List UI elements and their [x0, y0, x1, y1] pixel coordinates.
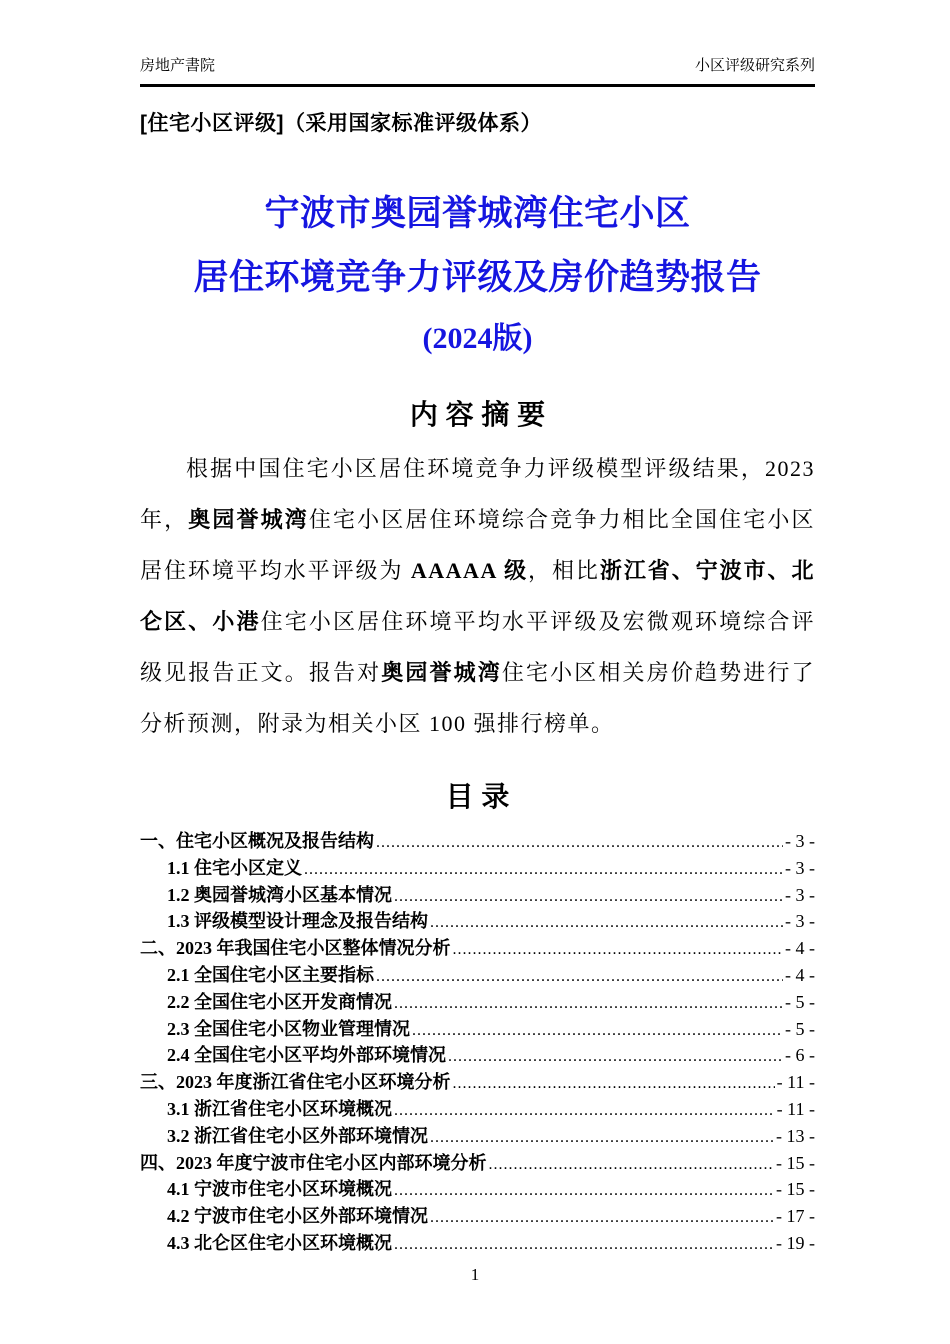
toc-item-label: 1.2 奥园誉城湾小区基本情况: [167, 884, 392, 905]
toc-item-page: - 11 -: [776, 1098, 815, 1119]
toc-item-page: - 15 -: [776, 1152, 815, 1173]
toc-item: [140, 883, 815, 910]
toc-leader-dots: [376, 830, 783, 856]
toc-item-label: 2.3 全国住宅小区物业管理情况: [167, 1018, 410, 1039]
toc-item-label: 4.2 宁波市住宅小区外部环境情况: [167, 1206, 428, 1227]
toc-item-page: - 3 -: [785, 831, 815, 851]
toc-item: [140, 1017, 815, 1044]
summary-segment: 住宅小区居住环境综合竞争力相比全国住宅小区居住环境平均水平评级为: [140, 507, 815, 583]
toc-item-page: - 17 -: [776, 1206, 815, 1227]
toc-item-page: - 5 -: [785, 991, 815, 1012]
report-title-line2: 居住环境竞争力评级及房价趋势报告: [193, 258, 762, 297]
toc-item-label: 1.3 评级模型设计理念及报告结构: [167, 911, 428, 932]
summary-segment: 根据中国住宅小区居住环境竞争力评级模型评级结果，2023 年，: [140, 456, 815, 532]
summary-segment-bold: 奥园誉城湾: [188, 507, 309, 532]
toc-leader-dots: [430, 1125, 774, 1151]
toc-leader-dots: [412, 1018, 783, 1044]
toc-item: [140, 1043, 815, 1070]
toc-item-label: 一、住宅小区概况及报告结构: [140, 831, 374, 851]
toc-item: [140, 1070, 815, 1097]
toc-item: [140, 1177, 815, 1204]
summary-segment-bold: AAAAA 级: [410, 558, 529, 583]
toc-leader-dots: [394, 991, 783, 1017]
toc-item-page: - 13 -: [776, 1125, 815, 1146]
rating-system-subtitle: [住宅小区评级]（采用国家标准评级体系）: [140, 112, 542, 135]
toc-item-page: - 5 -: [785, 1018, 815, 1039]
summary-segment: 住宅小区居住环境平均水平评级及宏微观环境综合评级见报告正文。报告对: [140, 609, 815, 685]
toc-item-label: 3.2 浙江省住宅小区外部环境情况: [167, 1125, 428, 1146]
summary-paragraph: [140, 443, 815, 749]
toc-item: [140, 936, 815, 963]
toc-leader-dots: [394, 1098, 775, 1124]
toc-item: [140, 1231, 815, 1258]
toc-leader-dots: [448, 1044, 783, 1070]
summary-segment: 住宅小区相关房价趋势进行了分析预测，附录为相关小区 100 强排行榜单。: [140, 660, 815, 736]
toc-item: [140, 990, 815, 1017]
toc-item: [140, 963, 815, 990]
toc-leader-dots: [394, 884, 783, 910]
toc-item-page: - 4 -: [785, 938, 815, 959]
toc-item-page: - 3 -: [785, 884, 815, 905]
toc-item-label: 3.1 浙江省住宅小区环境概况: [167, 1098, 392, 1119]
table-of-contents: [140, 829, 815, 1258]
toc-heading: 目 录: [445, 781, 510, 812]
toc-item-label: 2.2 全国住宅小区开发商情况: [167, 991, 392, 1012]
toc-item-page: - 4 -: [785, 964, 815, 985]
toc-leader-dots: [394, 1178, 774, 1204]
running-header: [140, 56, 815, 87]
toc-item-page: - 6 -: [785, 1045, 815, 1066]
report-title-line1: 宁波市奥园誉城湾住宅小区: [264, 194, 691, 233]
toc-item-page: - 11 -: [776, 1072, 815, 1093]
toc-item: [140, 1124, 815, 1151]
toc-item-page: - 19 -: [776, 1232, 815, 1253]
toc-item-label: 三、2023 年度浙江省住宅小区环境分析: [140, 1072, 451, 1093]
toc-leader-dots: [489, 1152, 775, 1178]
summary-segment-bold: 浙江省、宁波市、北仑区、小港: [140, 558, 815, 634]
toc-leader-dots: [304, 857, 783, 883]
summary-segment: ，相比: [528, 558, 600, 583]
header-left-text: 房地产書院: [140, 57, 216, 74]
toc-item: [140, 829, 815, 856]
toc-leader-dots: [430, 1205, 774, 1231]
toc-item-page: - 3 -: [785, 911, 815, 932]
toc-item-label: 4.1 宁波市住宅小区环境概况: [167, 1179, 392, 1200]
toc-leader-dots: [453, 937, 784, 963]
toc-item: [140, 909, 815, 936]
toc-leader-dots: [376, 964, 783, 990]
toc-leader-dots: [394, 1232, 774, 1258]
report-title-edition: (2024版): [422, 322, 533, 355]
toc-item: [140, 1097, 815, 1124]
toc-item-label: 四、2023 年度宁波市住宅小区内部环境分析: [140, 1152, 487, 1173]
toc-item: [140, 1204, 815, 1231]
summary-heading: 内 容 摘 要: [409, 399, 546, 430]
toc-item-label: 二、2023 年我国住宅小区整体情况分析: [140, 938, 451, 959]
toc-leader-dots: [453, 1071, 775, 1097]
toc-item: [140, 1151, 815, 1178]
toc-item-label: 2.4 全国住宅小区平均外部环境情况: [167, 1045, 446, 1066]
toc-item-label: 2.1 全国住宅小区主要指标: [167, 964, 374, 985]
toc-leader-dots: [430, 910, 783, 936]
toc-item-label: 4.3 北仑区住宅小区环境概况: [167, 1232, 392, 1253]
header-right-text: 小区评级研究系列: [694, 57, 815, 74]
footer-page-number: 1: [470, 1265, 480, 1284]
toc-item-page: - 3 -: [785, 857, 815, 878]
toc-item-page: - 15 -: [776, 1179, 815, 1200]
summary-segment-bold: 奥园誉城湾: [381, 660, 502, 685]
toc-item-label: 1.1 住宅小区定义: [167, 857, 302, 878]
toc-item: [140, 856, 815, 883]
